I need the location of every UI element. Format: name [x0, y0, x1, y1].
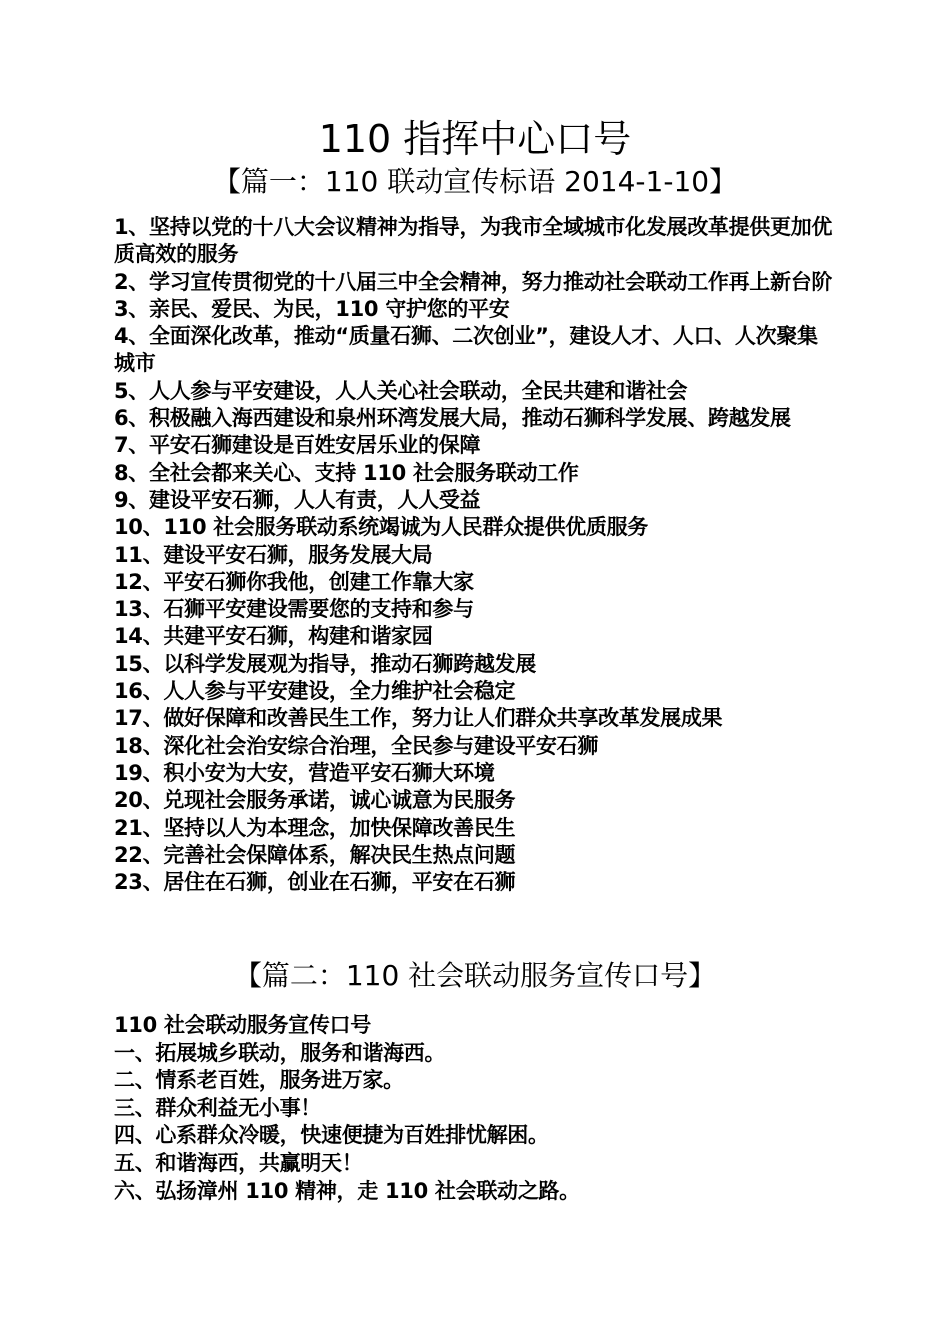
slogan-item: 一、拓展城乡联动，服务和谐海西。: [114, 1040, 446, 1065]
slogan-item: 六、弘扬漳州 110 精神，走 110 社会联动之路。: [114, 1178, 580, 1203]
section-1-heading: 【篇一：110 联动宣传标语 2014-1-10】: [212, 165, 738, 198]
slogan-item: 1、坚持以党的十八大会议精神为指导，为我市全域城市化发展改革提供更加优质高效的服务: [114, 215, 833, 267]
slogan-item: 17、做好保障和改善民生工作，努力让人们群众共享改革发展成果: [114, 706, 723, 731]
slogan-item: 15、以科学发展观为指导，推动石狮跨越发展: [114, 651, 536, 676]
slogan-item: 12、平安石狮你我他，创建工作靠大家: [114, 569, 474, 594]
section-2-slogan-list: [114, 1012, 834, 1205]
slogan-item: 5、人人参与平安建设，人人关心社会联动，全民共建和谐社会: [114, 378, 688, 403]
slogan-item: 11、建设平安石狮，服务发展大局: [114, 542, 433, 567]
slogan-item: 23、居住在石狮，创业在石狮，平安在石狮: [114, 870, 516, 895]
slogan-item: 6、积极融入海西建设和泉州环湾发展大局，推动石狮科学发展、跨越发展: [114, 406, 791, 431]
section-1-slogan-list: [114, 214, 834, 896]
slogan-item: 3、亲民、爱民、为民，110 守护您的平安: [114, 296, 510, 321]
slogan-item: 20、兑现社会服务承诺，诚心诚意为民服务: [114, 788, 516, 813]
slogan-item: 21、坚持以人为本理念，加快保障改善民生: [114, 815, 516, 840]
slogan-item: 19、积小安为大安，营造平安石狮大环境: [114, 760, 495, 785]
slogan-subtitle: 110 社会联动服务宣传口号: [114, 1013, 371, 1037]
slogan-item: 14、共建平安石狮，构建和谐家园: [114, 624, 433, 649]
slogan-item: 2、学习宣传贯彻党的十八届三中全会精神，努力推动社会联动工作再上新台阶: [114, 269, 833, 294]
slogan-item: 三、群众利益无小事！: [114, 1095, 321, 1120]
slogan-item: 二、情系老百姓，服务进万家。: [114, 1068, 404, 1093]
slogan-item: 10、110 社会服务联动系统竭诚为人民群众提供优质服务: [114, 515, 648, 540]
slogan-item: 7、平安石狮建设是百姓安居乐业的保障: [114, 433, 481, 458]
slogan-item: 8、全社会都来关心、支持 110 社会服务联动工作: [114, 460, 579, 485]
slogan-item: 4、全面深化改革，推动“质量石狮、二次创业”，建设人才、人口、人次聚集城市: [114, 324, 818, 376]
slogan-item: 四、心系群众冷暖，快速便捷为百姓排忧解困。: [114, 1123, 549, 1148]
document-title: 110 指挥中心口号: [318, 117, 632, 161]
slogan-item: 13、石狮平安建设需要您的支持和参与: [114, 597, 474, 622]
slogan-item: 9、建设平安石狮，人人有责，人人受益: [114, 487, 481, 512]
slogan-item: 五、和谐海西，共赢明天！: [114, 1150, 363, 1175]
slogan-item: 16、人人参与平安建设，全力维护社会稳定: [114, 679, 516, 704]
slogan-item: 18、深化社会治安综合治理，全民参与建设平安石狮: [114, 733, 599, 758]
slogan-item: 22、完善社会保障体系，解决民生热点问题: [114, 842, 516, 867]
section-2-heading: 【篇二：110 社会联动服务宣传口号】: [233, 959, 717, 992]
